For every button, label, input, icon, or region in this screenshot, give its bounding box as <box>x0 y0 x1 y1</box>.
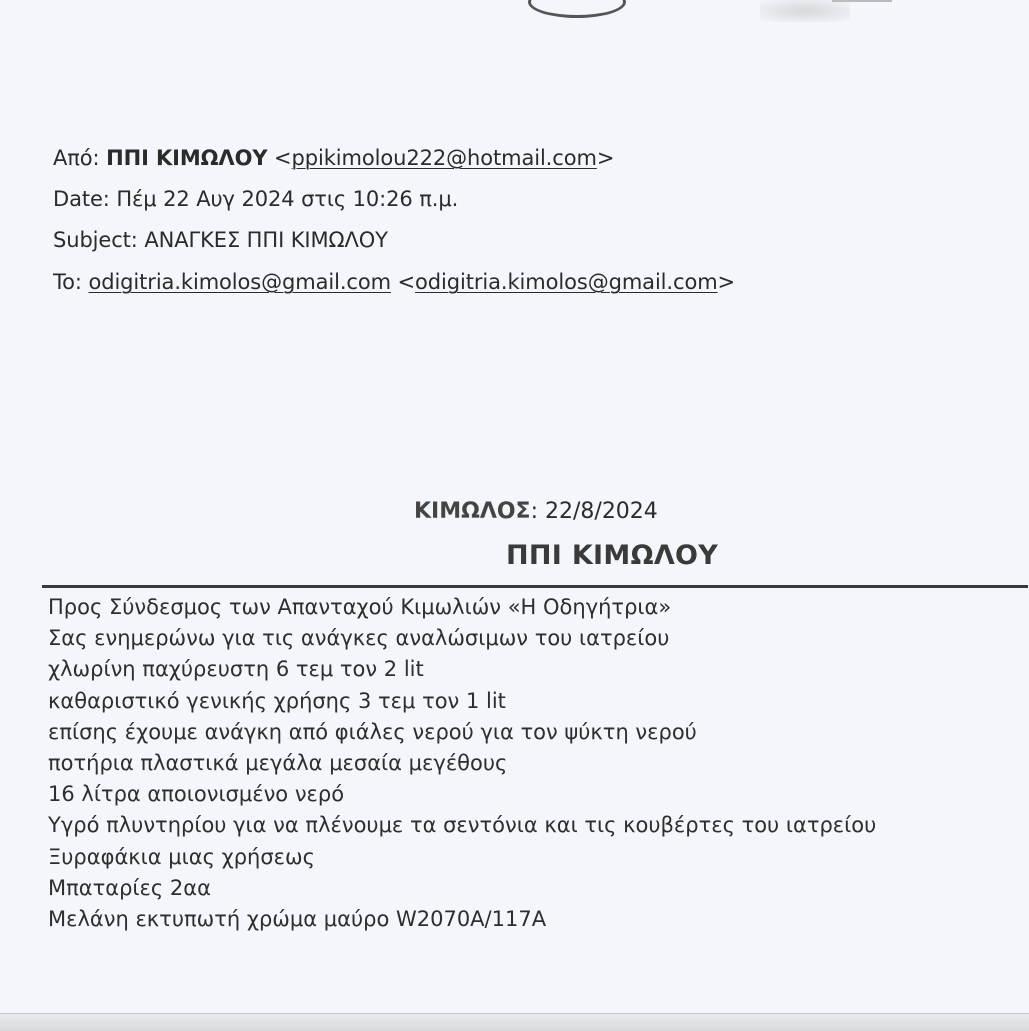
body-line: καθαριστικό γενικής χρήσης 3 τεμ τον 1 lit <box>48 688 506 713</box>
scan-smudge <box>760 0 850 22</box>
to-email-link[interactable]: odigitria.kimolos@gmail.com <box>88 270 391 294</box>
date-label: Date: <box>53 187 110 211</box>
letter-date: : 22/8/2024 <box>530 499 658 524</box>
to-email-repeat-link[interactable]: odigitria.kimolos@gmail.com <box>415 270 718 294</box>
subject-label: Subject: <box>53 228 138 252</box>
body-line: Σας ενημερώνω για τις ανάγκες αναλώσιμων του ιατρείου <box>48 626 670 651</box>
email-to-line <box>53 268 735 296</box>
to-email-open: < <box>397 270 416 294</box>
body-line: χλωρίνη παχύρευστη 6 τεμ τον 2 lit <box>48 657 424 682</box>
email-date-line <box>53 185 458 213</box>
from-email-close: > <box>596 146 615 170</box>
body-line: ποτήρια πλαστικά μεγάλα μεσαία μεγέθους <box>48 751 508 776</box>
body-line: Προς Σύνδεσμος των Απανταχού Κιμωλιών «Η Οδηγήτρια» <box>48 595 672 619</box>
to-email-close: > <box>717 270 736 294</box>
body-line: επίσης έχουμε ανάγκη από φιάλες νερού για τον ψύκτη νερού <box>48 719 697 744</box>
letter-body <box>48 592 876 935</box>
body-line: Ξυραφάκια μιας χρήσεως <box>48 844 315 869</box>
scan-artifact-icon <box>528 0 626 18</box>
to-label: To: <box>53 270 82 294</box>
body-line: 16 λίτρα αποιονισμένο νερό <box>48 782 345 807</box>
from-name: ΠΠΙ ΚΙΜΩΛΟΥ <box>106 146 268 170</box>
body-line: Μπαταρίες 2αα <box>48 875 211 900</box>
scan-line <box>832 0 892 2</box>
letter-place-date <box>414 499 658 524</box>
divider <box>42 585 1028 588</box>
body-line: Μελάνη εκτυπωτή χρώμα μαύρο W2070A/117A <box>48 907 547 932</box>
from-email-open: < <box>274 146 292 170</box>
subject-value: ΑΝΑΓΚΕΣ ΠΠΙ ΚΙΜΩΛΟΥ <box>144 228 388 252</box>
from-label: Από: <box>53 146 100 170</box>
scan-bottom-edge <box>0 1013 1029 1031</box>
from-email-link[interactable]: ppikimolou222@hotmail.com <box>291 146 597 170</box>
letter-org-title: ΠΠΙ ΚΙΜΩΛΟΥ <box>506 540 719 571</box>
body-line: Υγρό πλυντηρίου για να πλένουμε τα σεντόνια και τις κουβέρτες του ιατρείου <box>48 813 877 838</box>
email-from-line <box>53 144 614 172</box>
letter-place: ΚΙΜΩΛΟΣ <box>414 499 531 524</box>
date-value: Πέμ 22 Αυγ 2024 στις 10:26 π.μ. <box>116 187 459 211</box>
email-subject-line <box>53 226 388 254</box>
